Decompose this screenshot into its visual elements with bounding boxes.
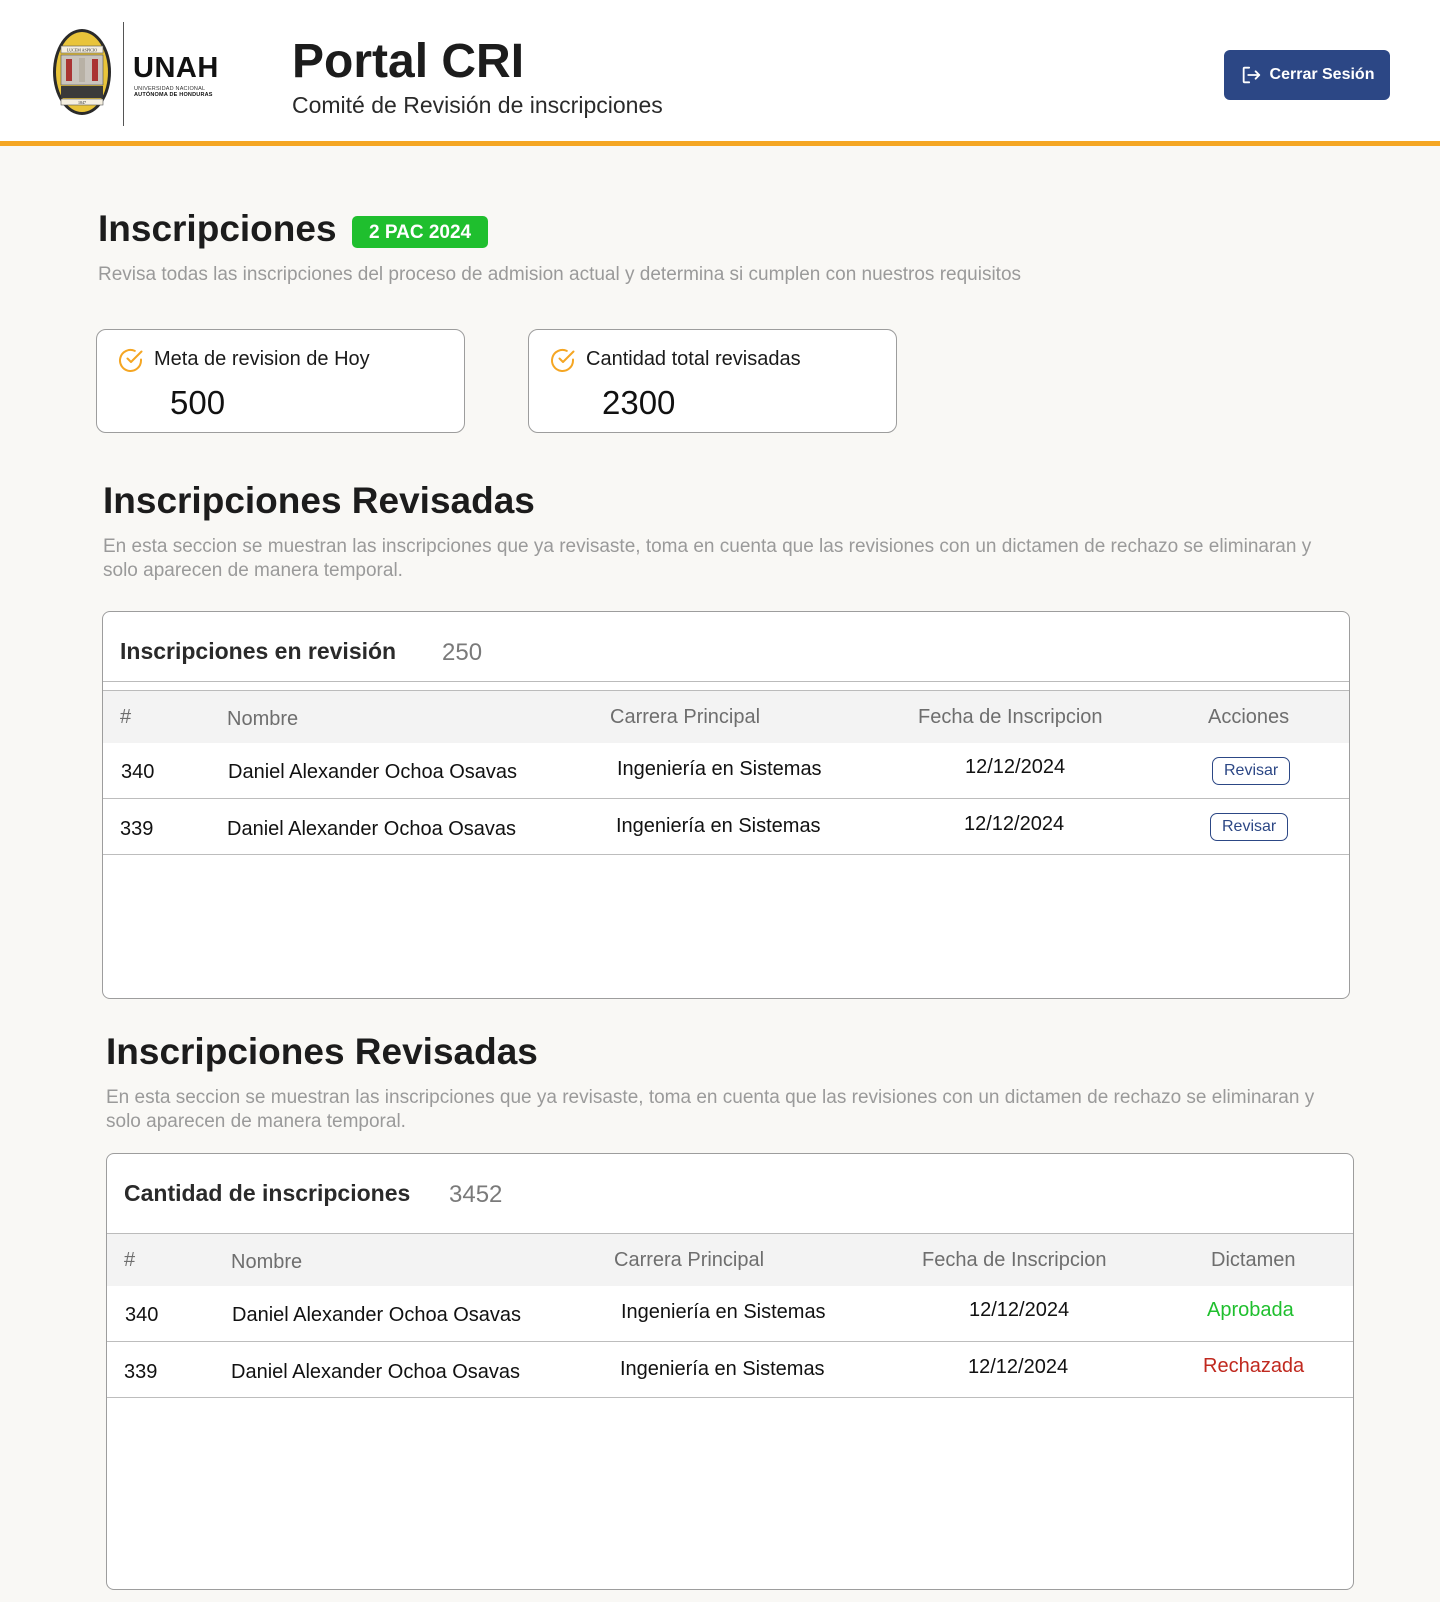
panel-title: Cantidad de inscripciones bbox=[124, 1180, 411, 1206]
column-header: Dictamen bbox=[1211, 1249, 1296, 1271]
cell-career: Ingeniería en Sistemas bbox=[617, 758, 822, 780]
cell-career: Ingeniería en Sistemas bbox=[616, 815, 821, 837]
review-button[interactable]: Revisar bbox=[1212, 757, 1290, 785]
column-header: # bbox=[120, 706, 132, 728]
cell-name: Daniel Alexander Ochoa Osavas bbox=[231, 1361, 521, 1383]
section-description-reviewed: En esta seccion se muestran las inscripciones que ya revisaste, toma en cuenta que las revisiones con un dictamen de rechazo se eliminaran y solo aparecen de manera temporal. bbox=[106, 1087, 1315, 1132]
svg-text:1847: 1847 bbox=[78, 100, 86, 105]
panel-header-spacer bbox=[103, 682, 1349, 691]
cell-name: Daniel Alexander Ochoa Osavas bbox=[228, 761, 518, 783]
table-row bbox=[107, 1342, 1353, 1398]
cell-career: Ingeniería en Sistemas bbox=[621, 1301, 826, 1323]
review-button[interactable]: Revisar bbox=[1210, 813, 1288, 841]
portal-subtitle: Comité de Revisión de inscripciones bbox=[292, 92, 663, 118]
top-header bbox=[0, 0, 1440, 146]
period-badge: 2 PAC 2024 bbox=[352, 216, 488, 248]
table-row bbox=[103, 799, 1349, 855]
panel-title: Inscripciones en revisión bbox=[120, 638, 397, 664]
cell-id: 339 bbox=[120, 818, 154, 840]
column-header: Nombre bbox=[227, 708, 299, 730]
stat-value: 2300 bbox=[602, 384, 676, 421]
cell-id: 340 bbox=[125, 1304, 159, 1326]
column-header: Acciones bbox=[1208, 706, 1290, 728]
table-row bbox=[103, 743, 1349, 799]
cell-date: 12/12/2024 bbox=[964, 813, 1065, 835]
reviewed-table-panel bbox=[106, 1153, 1354, 1590]
stat-card-total-reviewed bbox=[528, 329, 897, 433]
portal-title: Portal CRI bbox=[292, 35, 525, 88]
check-circle-icon bbox=[549, 346, 577, 374]
section-title-reviewed: Inscripciones Revisadas bbox=[106, 1031, 538, 1072]
verdict-approved: Aprobada bbox=[1207, 1299, 1294, 1321]
section-description-in-review: En esta seccion se muestran las inscripciones que ya revisaste, toma en cuenta que las revisiones con un dictamen de rechazo se eliminaran y solo aparecen de manera temporal. bbox=[103, 536, 1312, 581]
page-title: Inscripciones bbox=[98, 208, 337, 249]
stat-value: 500 bbox=[170, 384, 226, 421]
cell-id: 339 bbox=[124, 1361, 158, 1383]
table-row bbox=[107, 1286, 1353, 1342]
logout-button-label: Cerrar Sesión bbox=[1269, 66, 1375, 83]
column-header: Fecha de Inscripcion bbox=[922, 1249, 1107, 1271]
cell-id: 340 bbox=[121, 761, 155, 783]
cell-name: Daniel Alexander Ochoa Osavas bbox=[232, 1304, 522, 1326]
logo-subtitle-line2: AUTÓNOMA DE HONDURAS bbox=[134, 92, 213, 98]
logout-button[interactable] bbox=[1224, 50, 1390, 100]
page-description: Revisa todas las inscripciones del proceso de admision actual y determina si cumplen con nuestros requisitos bbox=[98, 264, 1022, 285]
column-header: # bbox=[124, 1249, 136, 1271]
table-header bbox=[107, 1234, 1353, 1286]
verdict-rejected: Rechazada bbox=[1203, 1355, 1305, 1377]
panel-count: 3452 bbox=[449, 1181, 503, 1208]
logo-subtitle-line1: UNIVERSIDAD NACIONAL bbox=[134, 86, 206, 92]
cell-date: 12/12/2024 bbox=[965, 756, 1066, 778]
svg-text:LUCEM ASPICIO: LUCEM ASPICIO bbox=[66, 47, 98, 53]
cell-date: 12/12/2024 bbox=[969, 1299, 1070, 1321]
logo-divider bbox=[123, 22, 124, 126]
stat-label: Cantidad total revisadas bbox=[586, 348, 801, 370]
section-title-in-review: Inscripciones Revisadas bbox=[103, 480, 535, 521]
cell-date: 12/12/2024 bbox=[968, 1356, 1069, 1378]
panel-count: 250 bbox=[442, 639, 483, 666]
check-circle-icon bbox=[117, 346, 145, 374]
stat-label: Meta de revision de Hoy bbox=[154, 348, 370, 370]
panel-header bbox=[103, 612, 1349, 682]
column-header: Nombre bbox=[231, 1251, 303, 1273]
logout-icon bbox=[1240, 64, 1262, 86]
stat-card-daily-goal bbox=[96, 329, 465, 433]
unah-seal-logo bbox=[52, 28, 112, 116]
table-header bbox=[103, 691, 1349, 743]
cell-career: Ingeniería en Sistemas bbox=[620, 1358, 825, 1380]
column-header: Carrera Principal bbox=[614, 1249, 765, 1271]
panel-header bbox=[107, 1154, 1353, 1234]
column-header: Carrera Principal bbox=[610, 706, 761, 728]
in-review-table-panel bbox=[102, 611, 1350, 999]
cell-name: Daniel Alexander Ochoa Osavas bbox=[227, 818, 517, 840]
logo-wordmark: UNAH bbox=[133, 52, 219, 84]
column-header: Fecha de Inscripcion bbox=[918, 706, 1103, 728]
